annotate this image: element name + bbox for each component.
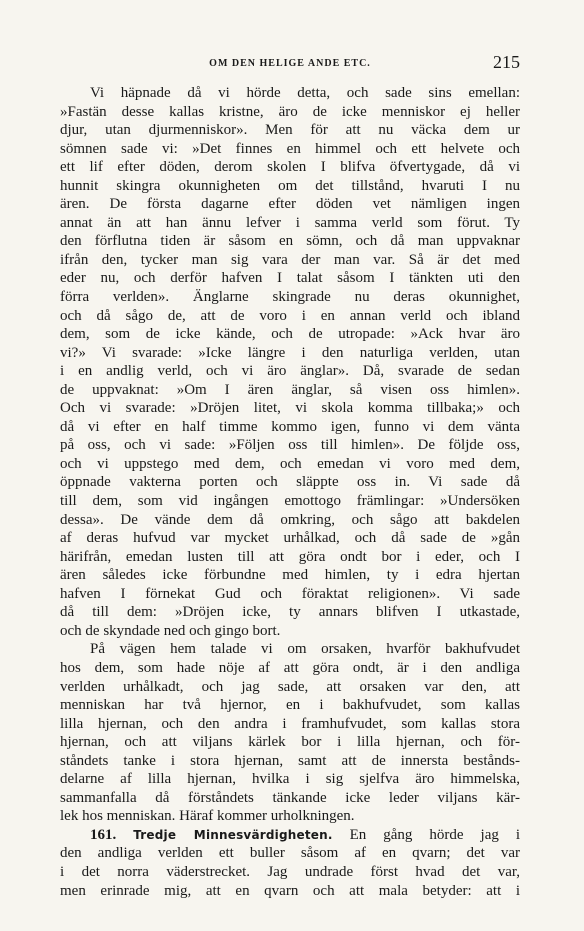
section-heading-line bbox=[60, 826, 520, 845]
text-line: »Fastän desse kallas kristne, äro de icke menniskor ej heller bbox=[60, 103, 520, 120]
text-line: verlden urhålkadt, och jag sade, att orsaken var den, att bbox=[60, 678, 520, 695]
text-line: hjernan, och att viljans kärlek bor i lilla hjernan, och för- bbox=[60, 734, 520, 751]
text-line: ären således icke förbundne med himlen, ty i edra hjertan bbox=[60, 567, 520, 584]
text-line: ståndets tanke i stora hjernan, samt att de innersta bestånds- bbox=[60, 752, 520, 769]
text-line: förra verlden». Änglarne skingrade nu deras okunnighet, bbox=[60, 289, 520, 306]
text-line: härifrån, emedan lusten till att göra ondt bor i eder, och I bbox=[60, 548, 520, 565]
section-number: 161. bbox=[90, 826, 117, 843]
text-line: i en andlig verld, och vi äro änglar». Då, svarade de sedan bbox=[60, 363, 520, 380]
text-line: ifrån den, tycker man sig vara der man var. Så är det med bbox=[60, 251, 520, 268]
text-line: då till dem: »Dröjen icke, ty annars blifven I utkastade, bbox=[60, 604, 520, 621]
page-number: 215 bbox=[493, 52, 520, 72]
section-first-line-text: En gång hörde jag i bbox=[349, 826, 520, 843]
text-line: hunnit skingra okunnigheten om det tillstånd, hvaruti I nu bbox=[60, 177, 520, 194]
text-line: dessa». De vände dem då omkring, och sågo att bakdelen bbox=[60, 511, 520, 528]
body-text bbox=[60, 84, 520, 900]
text-line: menniskan har två hjernor, en i bakhufvudet, som kallas bbox=[60, 697, 520, 714]
running-head bbox=[60, 52, 520, 76]
text-line: till dem, som vid ingången emottogo främlingar: »Undersöken bbox=[60, 493, 520, 510]
text-line: ett lif efter döden, derom skolen I blifva öfvertygade, då vi bbox=[60, 159, 520, 176]
text-line: Vi häpnade då vi hörde detta, och sade sins emellan: bbox=[90, 85, 520, 101]
text-line: dem, som de icke kände, och de utropade: »Ack hvar äro bbox=[60, 326, 520, 343]
text-line: då vi efter en half timme kommo igen, funno vi dem vänta bbox=[60, 418, 520, 435]
text-line: lilla hjernan, och den andra i framhufvudet, som kallas stora bbox=[60, 715, 520, 732]
text-line: öppnade vakterna porten och släppte oss in. Vi sade då bbox=[60, 474, 520, 491]
text-line: de uppvaknat: »Om I ären änglar, så visen oss himlen». bbox=[60, 381, 520, 398]
text-line: och vi uppstego med dem, och emedan vi voro med dem, bbox=[60, 455, 520, 472]
text-line: delarne af lilla hjernan, hvilka i sig sjelfva äro himmelska, bbox=[60, 771, 520, 788]
text-line: den förflutna tiden är såsom en sömn, och då man uppvaknar bbox=[60, 233, 520, 250]
text-line: på oss, och vi sade: »Följen oss till himlen». De följde oss, bbox=[60, 437, 520, 454]
section-title: Tredje Minnesvärdigheten. bbox=[133, 827, 333, 842]
text-line: hos dem, som hade nöje af att göra ondt, är i den andliga bbox=[60, 659, 520, 676]
text-line: På vägen hem talade vi om orsaken, hvarför bakhufvudet bbox=[90, 641, 520, 658]
text-line: den andliga verlden ett buller såsom af en qvarn; det var bbox=[60, 845, 520, 862]
text-line: eder nu, och derför hafven I talat såsom I tänkten uti den bbox=[60, 270, 520, 287]
text-line: vi?» Vi svarade: »Icke längre i den naturliga verlden, utan bbox=[60, 344, 520, 361]
text-line: hafven I förnekat Gud och föraktat religionen». Vi sade bbox=[60, 585, 520, 602]
text-line: i det norra väderstrecket. Jag undrade först hvad det var, bbox=[60, 863, 520, 880]
text-line: ären. De första dagarne efter döden vet nämligen ingen bbox=[60, 196, 520, 213]
text-line: Och vi svarade: »Dröjen litet, vi skola komma tillbaka;» och bbox=[60, 400, 520, 417]
text-line: lek hos menniskan. Häraf kommer urholkningen. bbox=[60, 808, 355, 825]
text-line: sömnen sade vi: »Det finnes en himmel och ett helvete och bbox=[60, 140, 520, 157]
text-line: sammanfalla då förståndets tänkande icke leder viljans kär- bbox=[60, 789, 520, 806]
text-line: och då sågo de, att de voro i en annan verld och ibland bbox=[60, 307, 520, 324]
text-line: djur, utan djurmenniskor». Men för att nu väcka dem ur bbox=[60, 122, 520, 139]
running-title: OM DEN HELIGE ANDE ETC. bbox=[209, 58, 371, 69]
text-line: af deras hufvud var mycket urhålkad, och då sade de »gån bbox=[60, 530, 520, 547]
text-line: och de skyndade ned och gingo bort. bbox=[60, 622, 281, 639]
text-line: annat än att han ännu lefver i samma verld som förut. Ty bbox=[60, 214, 520, 231]
text-line: men erinrade mig, att en qvarn och att mala betyder: att i bbox=[60, 882, 520, 899]
